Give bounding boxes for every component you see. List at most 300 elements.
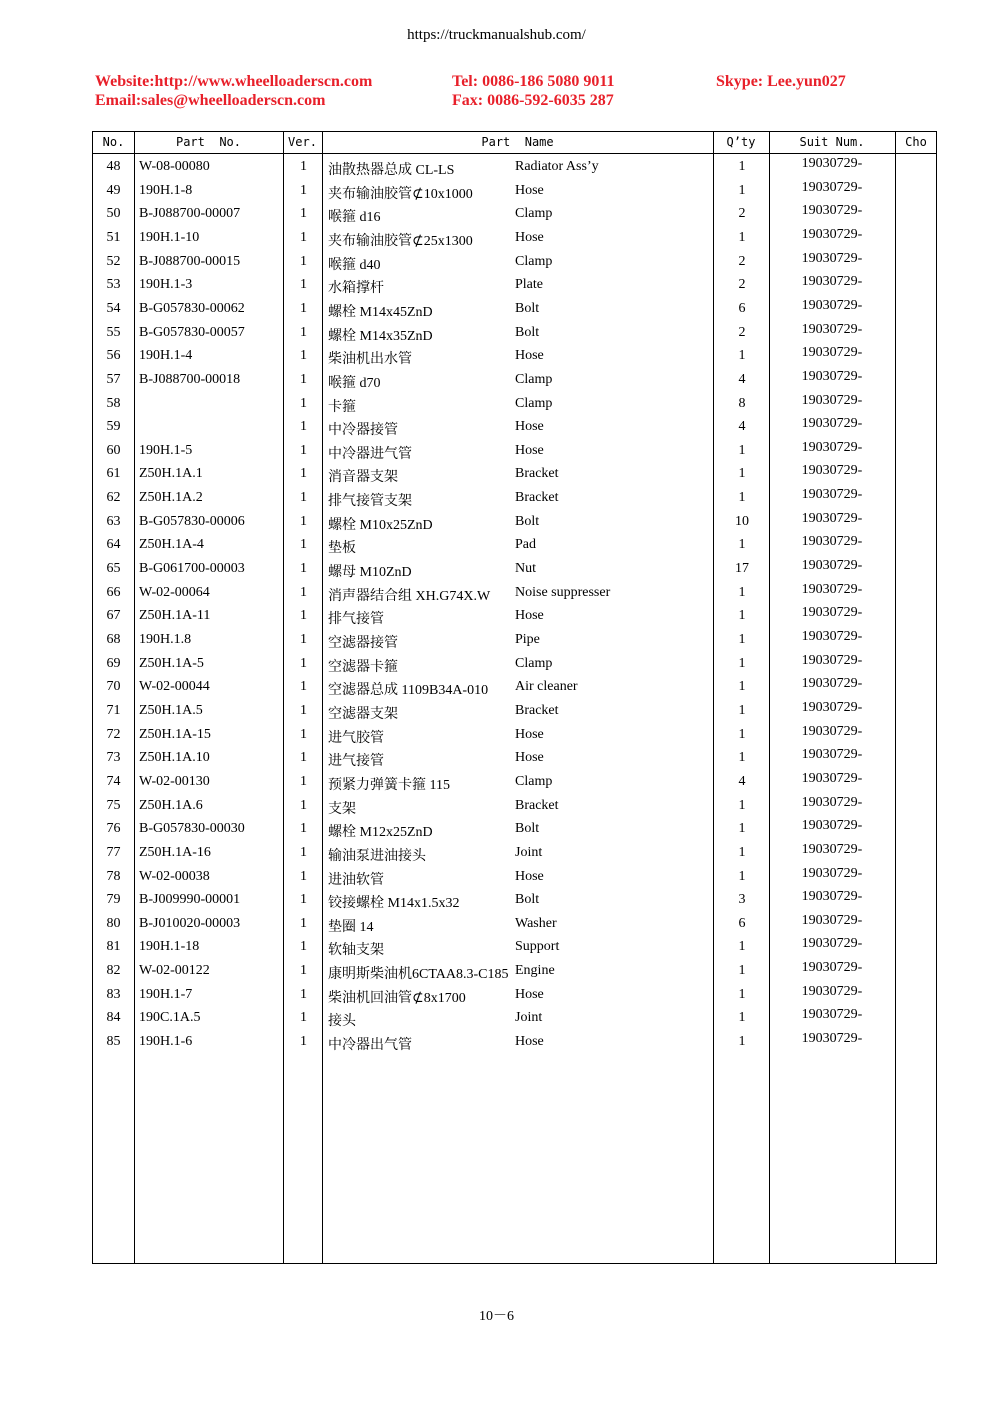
suit-number: 19030729- bbox=[801, 321, 863, 337]
part-name-english: Pad bbox=[515, 537, 536, 553]
suit-number: 19030729- bbox=[801, 983, 863, 999]
table-row bbox=[93, 320, 936, 344]
part-number: W-02-00038 bbox=[139, 868, 210, 884]
part-name-english: Hose bbox=[515, 419, 544, 435]
part-number: B-G057830-00030 bbox=[139, 821, 245, 837]
suit-number: 19030729- bbox=[801, 534, 863, 550]
part-number: W-02-00044 bbox=[139, 679, 210, 695]
row-number: 78 bbox=[106, 868, 121, 884]
contact-website-email bbox=[95, 72, 372, 110]
row-number: 53 bbox=[106, 277, 121, 293]
suit-number: 19030729- bbox=[801, 203, 863, 219]
version: 1 bbox=[300, 159, 307, 174]
part-name-english: Hose bbox=[515, 868, 544, 884]
part-name-chinese: 螺栓 M12x25ZnD bbox=[328, 825, 433, 841]
version: 1 bbox=[300, 513, 307, 529]
header-no: No. bbox=[102, 135, 125, 149]
version: 1 bbox=[300, 537, 307, 553]
table-row bbox=[93, 343, 936, 367]
part-name-chinese: 接头 bbox=[328, 1014, 356, 1030]
part-name-english: Pipe bbox=[515, 632, 540, 647]
part-name-chinese: 柴油机回油管⊄8x1700 bbox=[328, 990, 466, 1006]
part-name-chinese: 夹布输油胶管⊄25x1300 bbox=[328, 233, 473, 249]
table-row bbox=[93, 154, 936, 178]
part-name-english: Bolt bbox=[515, 300, 540, 316]
table-row bbox=[93, 225, 936, 249]
part-name-chinese: 支架 bbox=[328, 801, 356, 817]
table-row bbox=[93, 556, 936, 580]
skype-text: Skype: Lee.yun027 bbox=[716, 73, 846, 90]
table-row bbox=[93, 461, 936, 485]
part-name-english: Hose bbox=[515, 182, 544, 198]
part-name-english: Air cleaner bbox=[515, 679, 578, 695]
row-number: 71 bbox=[106, 702, 121, 718]
version: 1 bbox=[300, 797, 307, 813]
row-number: 55 bbox=[106, 324, 121, 340]
part-name-chinese: 空滤器总成 1109B34A-010 bbox=[328, 683, 489, 699]
quantity: 17 bbox=[735, 561, 749, 577]
suit-number: 19030729- bbox=[801, 865, 863, 881]
part-number: B-G057830-00062 bbox=[139, 300, 245, 316]
version: 1 bbox=[300, 324, 307, 340]
table-row bbox=[93, 840, 936, 864]
part-number: 190H.1-10 bbox=[139, 229, 200, 245]
suit-number: 19030729- bbox=[801, 676, 863, 692]
table-row bbox=[93, 249, 936, 273]
part-name-english: Noise suppresser bbox=[515, 584, 611, 600]
part-name-chinese: 软轴支架 bbox=[328, 943, 384, 959]
row-number: 83 bbox=[106, 986, 121, 1002]
table-row bbox=[93, 296, 936, 320]
version: 1 bbox=[300, 773, 307, 789]
version: 1 bbox=[300, 490, 307, 506]
part-number: Z50H.1A-15 bbox=[139, 726, 211, 742]
quantity: 2 bbox=[738, 324, 746, 340]
quantity: 2 bbox=[738, 253, 746, 269]
suit-number: 19030729- bbox=[801, 416, 863, 432]
quantity: 1 bbox=[738, 466, 746, 482]
suit-number: 19030729- bbox=[801, 226, 863, 242]
table-row bbox=[93, 438, 936, 462]
part-number: 190H.1-18 bbox=[139, 939, 200, 955]
contact-skype bbox=[716, 72, 846, 91]
part-number: Z50H.1A-4 bbox=[139, 537, 204, 553]
part-number: W-02-00064 bbox=[139, 584, 210, 600]
version: 1 bbox=[300, 702, 307, 718]
table-row bbox=[93, 769, 936, 793]
table-row bbox=[93, 509, 936, 533]
version: 1 bbox=[300, 939, 307, 955]
part-name-chinese: 中冷器接管 bbox=[328, 423, 398, 439]
part-name-english: Joint bbox=[515, 1010, 543, 1026]
suit-number: 19030729- bbox=[801, 747, 863, 763]
table-row bbox=[93, 745, 936, 769]
table-row bbox=[93, 178, 936, 202]
version: 1 bbox=[300, 561, 307, 577]
suit-number: 19030729- bbox=[801, 274, 863, 290]
suit-number: 19030729- bbox=[801, 841, 863, 857]
table-row bbox=[93, 934, 936, 958]
quantity: 1 bbox=[738, 159, 746, 174]
part-name-chinese: 夹布输油胶管⊄10x1000 bbox=[328, 186, 473, 202]
suit-number: 19030729- bbox=[801, 558, 863, 574]
version: 1 bbox=[300, 632, 307, 647]
version: 1 bbox=[300, 419, 307, 435]
header-part-name: Part Name bbox=[481, 135, 554, 149]
version: 1 bbox=[300, 750, 307, 766]
header-part-no: Part No. bbox=[175, 135, 242, 149]
version: 1 bbox=[300, 300, 307, 316]
row-number: 65 bbox=[106, 561, 121, 577]
part-number: Z50H.1A-5 bbox=[139, 655, 204, 671]
quantity: 1 bbox=[738, 608, 746, 624]
quantity: 1 bbox=[738, 1034, 746, 1050]
part-name-chinese: 消音器支架 bbox=[328, 470, 398, 486]
email-text: Email:sales@wheelloaderscn.com bbox=[95, 92, 326, 109]
part-name-chinese: 螺栓 M10x25ZnD bbox=[328, 517, 433, 533]
row-number: 85 bbox=[106, 1034, 121, 1050]
part-number: B-G057830-00057 bbox=[139, 324, 245, 340]
part-number: Z50H.1A.10 bbox=[139, 750, 210, 766]
suit-number: 19030729- bbox=[801, 179, 863, 195]
header-qty: Q’ty bbox=[726, 135, 756, 149]
version: 1 bbox=[300, 182, 307, 198]
part-name-chinese: 中冷器出气管 bbox=[328, 1038, 412, 1054]
table-row bbox=[93, 627, 936, 651]
suit-number: 19030729- bbox=[801, 889, 863, 905]
tel-text: Tel: 0086-186 5080 9011 bbox=[452, 73, 615, 90]
quantity: 1 bbox=[738, 679, 746, 695]
table-row bbox=[93, 201, 936, 225]
part-name-english: Support bbox=[515, 939, 560, 955]
table-row bbox=[93, 911, 936, 935]
website-text: Website:http://www.wheelloaderscn.com bbox=[95, 73, 373, 90]
part-name-chinese: 进油软管 bbox=[328, 872, 384, 888]
suit-number: 19030729- bbox=[801, 510, 863, 526]
row-number: 61 bbox=[106, 466, 121, 482]
suit-number: 19030729- bbox=[801, 629, 863, 644]
version: 1 bbox=[300, 915, 307, 931]
part-number: Z50H.1A-11 bbox=[139, 608, 211, 624]
quantity: 1 bbox=[738, 726, 746, 742]
table-row bbox=[93, 674, 936, 698]
row-number: 82 bbox=[106, 963, 121, 979]
table-row bbox=[93, 887, 936, 911]
part-name-chinese: 空滤器支架 bbox=[328, 706, 398, 722]
table-row bbox=[93, 651, 936, 675]
quantity: 2 bbox=[738, 277, 746, 293]
part-number: 190C.1A.5 bbox=[139, 1010, 201, 1026]
suit-number: 19030729- bbox=[801, 936, 863, 952]
part-number: B-J009990-00001 bbox=[139, 892, 241, 908]
part-name-english: Clamp bbox=[515, 395, 553, 411]
suit-number: 19030729- bbox=[801, 699, 863, 715]
part-name-english: Joint bbox=[515, 844, 543, 860]
part-name-english: Hose bbox=[515, 750, 544, 766]
part-name-english: Bracket bbox=[515, 490, 559, 506]
part-name-chinese: 中冷器进气管 bbox=[328, 446, 412, 462]
part-name-english: Hose bbox=[515, 986, 544, 1002]
part-name-chinese: 垫圈 14 bbox=[328, 919, 374, 935]
row-number: 64 bbox=[106, 537, 121, 553]
version: 1 bbox=[300, 277, 307, 293]
contact-phone bbox=[452, 72, 615, 110]
part-name-english: Washer bbox=[515, 915, 557, 931]
part-name-chinese: 排气接管 bbox=[328, 612, 384, 628]
table-row bbox=[93, 272, 936, 296]
quantity: 4 bbox=[738, 419, 746, 435]
suit-number: 19030729- bbox=[801, 581, 863, 597]
row-number: 73 bbox=[106, 750, 121, 766]
suit-number: 19030729- bbox=[801, 960, 863, 976]
row-number: 79 bbox=[106, 892, 121, 908]
suit-number: 19030729- bbox=[801, 1007, 863, 1023]
quantity: 1 bbox=[738, 702, 746, 718]
row-number: 56 bbox=[106, 348, 121, 364]
table-row bbox=[93, 532, 936, 556]
suit-number: 19030729- bbox=[801, 463, 863, 479]
quantity: 1 bbox=[738, 655, 746, 671]
part-name-chinese: 输油泵进油接头 bbox=[328, 848, 426, 864]
part-name-chinese: 康明斯柴油机6CTAA8.3-C185 bbox=[328, 967, 509, 983]
suit-number: 19030729- bbox=[801, 818, 863, 834]
part-number: 190H.1-7 bbox=[139, 986, 193, 1002]
part-number: 190H.1-3 bbox=[139, 277, 193, 293]
version: 1 bbox=[300, 821, 307, 837]
part-number: 190H.1.8 bbox=[139, 632, 192, 647]
quantity: 1 bbox=[738, 632, 746, 647]
part-number: 190H.1-5 bbox=[139, 442, 193, 458]
part-number: B-G057830-00006 bbox=[139, 513, 245, 529]
part-name-english: Bolt bbox=[515, 324, 540, 340]
row-number: 54 bbox=[106, 300, 121, 316]
part-name-chinese: 螺栓 M14x45ZnD bbox=[328, 304, 433, 320]
suit-number: 19030729- bbox=[801, 770, 863, 786]
suit-number: 19030729- bbox=[801, 487, 863, 503]
row-number: 48 bbox=[106, 159, 121, 174]
header-suit-num: Suit Num. bbox=[799, 135, 865, 149]
part-name-chinese: 预紧力弹簧卡箍 115 bbox=[328, 777, 450, 793]
suit-number: 19030729- bbox=[801, 297, 863, 313]
part-name-english: Clamp bbox=[515, 206, 553, 222]
version: 1 bbox=[300, 1010, 307, 1026]
header-ver: Ver. bbox=[288, 135, 317, 149]
version: 1 bbox=[300, 844, 307, 860]
part-name-english: Clamp bbox=[515, 655, 553, 671]
part-name-chinese: 铰接螺栓 M14x1.5x32 bbox=[328, 896, 460, 912]
version: 1 bbox=[300, 963, 307, 979]
version: 1 bbox=[300, 1034, 307, 1050]
quantity: 1 bbox=[738, 537, 746, 553]
table-row bbox=[93, 485, 936, 509]
part-number: Z50H.1A.1 bbox=[139, 466, 203, 482]
table-row bbox=[93, 391, 936, 415]
part-number: 190H.1-4 bbox=[139, 348, 193, 364]
quantity: 10 bbox=[735, 513, 749, 529]
part-name-english: Clamp bbox=[515, 371, 553, 387]
quantity: 2 bbox=[738, 206, 746, 222]
version: 1 bbox=[300, 371, 307, 387]
quantity: 1 bbox=[738, 182, 746, 198]
part-number: 190H.1-6 bbox=[139, 1034, 193, 1050]
suit-number: 19030729- bbox=[801, 912, 863, 928]
row-number: 59 bbox=[106, 419, 121, 435]
part-name-chinese: 卡箍 bbox=[328, 399, 356, 415]
table-row bbox=[93, 580, 936, 604]
version: 1 bbox=[300, 442, 307, 458]
part-name-english: Clamp bbox=[515, 253, 553, 269]
part-name-english: Bracket bbox=[515, 466, 559, 482]
part-number: Z50H.1A.6 bbox=[139, 797, 203, 813]
part-number: Z50H.1A.5 bbox=[139, 702, 203, 718]
version: 1 bbox=[300, 892, 307, 908]
part-name-english: Bolt bbox=[515, 513, 540, 529]
version: 1 bbox=[300, 584, 307, 600]
version: 1 bbox=[300, 726, 307, 742]
part-name-english: Engine bbox=[515, 963, 555, 979]
quantity: 1 bbox=[738, 939, 746, 955]
part-name-english: Nut bbox=[515, 561, 536, 577]
table-row bbox=[93, 603, 936, 627]
row-number: 69 bbox=[106, 655, 121, 671]
fax-text: Fax: 0086-592-6035 287 bbox=[452, 92, 614, 109]
row-number: 74 bbox=[106, 773, 121, 789]
table-row bbox=[93, 1029, 936, 1053]
page-number: 10－6 bbox=[479, 1309, 514, 1324]
part-name-chinese: 排气接管支架 bbox=[328, 494, 412, 510]
row-number: 60 bbox=[106, 442, 121, 458]
version: 1 bbox=[300, 679, 307, 695]
part-number: 190H.1-8 bbox=[139, 182, 193, 198]
version: 1 bbox=[300, 253, 307, 269]
row-number: 62 bbox=[106, 490, 121, 506]
part-name-english: Radiator Ass’y bbox=[515, 159, 599, 174]
table-row bbox=[93, 722, 936, 746]
part-name-english: Bolt bbox=[515, 892, 540, 908]
part-number: B-J088700-00018 bbox=[139, 371, 241, 387]
header-cho: Cho bbox=[905, 135, 927, 149]
version: 1 bbox=[300, 229, 307, 245]
row-number: 49 bbox=[106, 182, 121, 198]
part-number: B-J088700-00015 bbox=[139, 253, 241, 269]
part-name-english: Bracket bbox=[515, 702, 559, 718]
quantity: 1 bbox=[738, 963, 746, 979]
quantity: 1 bbox=[738, 868, 746, 884]
source-url: https://truckmanualshub.com/ bbox=[407, 27, 586, 43]
part-name-chinese: 进气接管 bbox=[328, 754, 384, 770]
version: 1 bbox=[300, 868, 307, 884]
quantity: 1 bbox=[738, 844, 746, 860]
quantity: 1 bbox=[738, 490, 746, 506]
table-row bbox=[93, 698, 936, 722]
version: 1 bbox=[300, 986, 307, 1002]
suit-number: 19030729- bbox=[801, 368, 863, 384]
row-number: 75 bbox=[106, 797, 121, 813]
part-name-chinese: 水箱撑杆 bbox=[328, 281, 384, 297]
suit-number: 19030729- bbox=[801, 439, 863, 455]
suit-number: 19030729- bbox=[801, 1031, 863, 1047]
part-name-english: Plate bbox=[515, 277, 543, 293]
row-number: 81 bbox=[106, 939, 121, 955]
suit-number: 19030729- bbox=[801, 605, 863, 621]
part-name-chinese: 螺栓 M14x35ZnD bbox=[328, 328, 433, 344]
version: 1 bbox=[300, 608, 307, 624]
table-row bbox=[93, 958, 936, 982]
part-name-english: Hose bbox=[515, 608, 544, 624]
row-number: 67 bbox=[106, 608, 121, 624]
quantity: 3 bbox=[738, 892, 746, 908]
version: 1 bbox=[300, 466, 307, 482]
suit-number: 19030729- bbox=[801, 156, 863, 171]
row-number: 58 bbox=[106, 395, 121, 411]
row-number: 63 bbox=[106, 513, 121, 529]
part-number: W-02-00122 bbox=[139, 963, 210, 979]
table-header bbox=[93, 132, 936, 154]
row-number: 77 bbox=[106, 844, 121, 860]
table-row bbox=[93, 864, 936, 888]
quantity: 1 bbox=[738, 797, 746, 813]
row-number: 51 bbox=[106, 229, 121, 245]
part-name-chinese: 喉箍 d40 bbox=[328, 257, 381, 273]
table-row bbox=[93, 982, 936, 1006]
version: 1 bbox=[300, 348, 307, 364]
part-name-english: Bolt bbox=[515, 821, 540, 837]
part-number: B-J088700-00007 bbox=[139, 206, 241, 222]
part-name-english: Hose bbox=[515, 442, 544, 458]
row-number: 72 bbox=[106, 726, 121, 742]
quantity: 6 bbox=[738, 915, 746, 931]
part-name-chinese: 柴油机出水管 bbox=[328, 352, 412, 368]
quantity: 1 bbox=[738, 229, 746, 245]
version: 1 bbox=[300, 206, 307, 222]
row-number: 50 bbox=[106, 206, 121, 222]
row-number: 70 bbox=[106, 679, 121, 695]
part-number: Z50H.1A-16 bbox=[139, 844, 211, 860]
part-name-chinese: 螺母 M10ZnD bbox=[328, 565, 412, 581]
part-number: W-02-00130 bbox=[139, 773, 210, 789]
row-number: 52 bbox=[106, 253, 121, 269]
quantity: 6 bbox=[738, 300, 746, 316]
parts-table bbox=[92, 131, 937, 1264]
row-number: 76 bbox=[106, 821, 121, 837]
quantity: 1 bbox=[738, 584, 746, 600]
quantity: 1 bbox=[738, 442, 746, 458]
quantity: 8 bbox=[738, 395, 746, 411]
quantity: 4 bbox=[738, 773, 746, 789]
row-number: 57 bbox=[106, 371, 121, 387]
quantity: 1 bbox=[738, 348, 746, 364]
row-number: 80 bbox=[106, 915, 121, 931]
part-name-english: Hose bbox=[515, 726, 544, 742]
table-row bbox=[93, 367, 936, 391]
part-number: B-G061700-00003 bbox=[139, 561, 245, 577]
quantity: 1 bbox=[738, 750, 746, 766]
table-row bbox=[93, 414, 936, 438]
suit-number: 19030729- bbox=[801, 723, 863, 739]
quantity: 1 bbox=[738, 1010, 746, 1026]
table-row bbox=[93, 1005, 936, 1029]
suit-number: 19030729- bbox=[801, 794, 863, 810]
row-number: 68 bbox=[106, 632, 121, 647]
part-name-chinese: 喉箍 d70 bbox=[328, 375, 381, 391]
part-name-english: Clamp bbox=[515, 773, 553, 789]
part-name-english: Hose bbox=[515, 229, 544, 245]
row-number: 84 bbox=[106, 1010, 121, 1026]
suit-number: 19030729- bbox=[801, 652, 863, 668]
part-name-chinese: 垫板 bbox=[328, 541, 356, 557]
row-number: 66 bbox=[106, 584, 121, 600]
part-name-chinese: 空滤器卡箍 bbox=[328, 659, 398, 675]
